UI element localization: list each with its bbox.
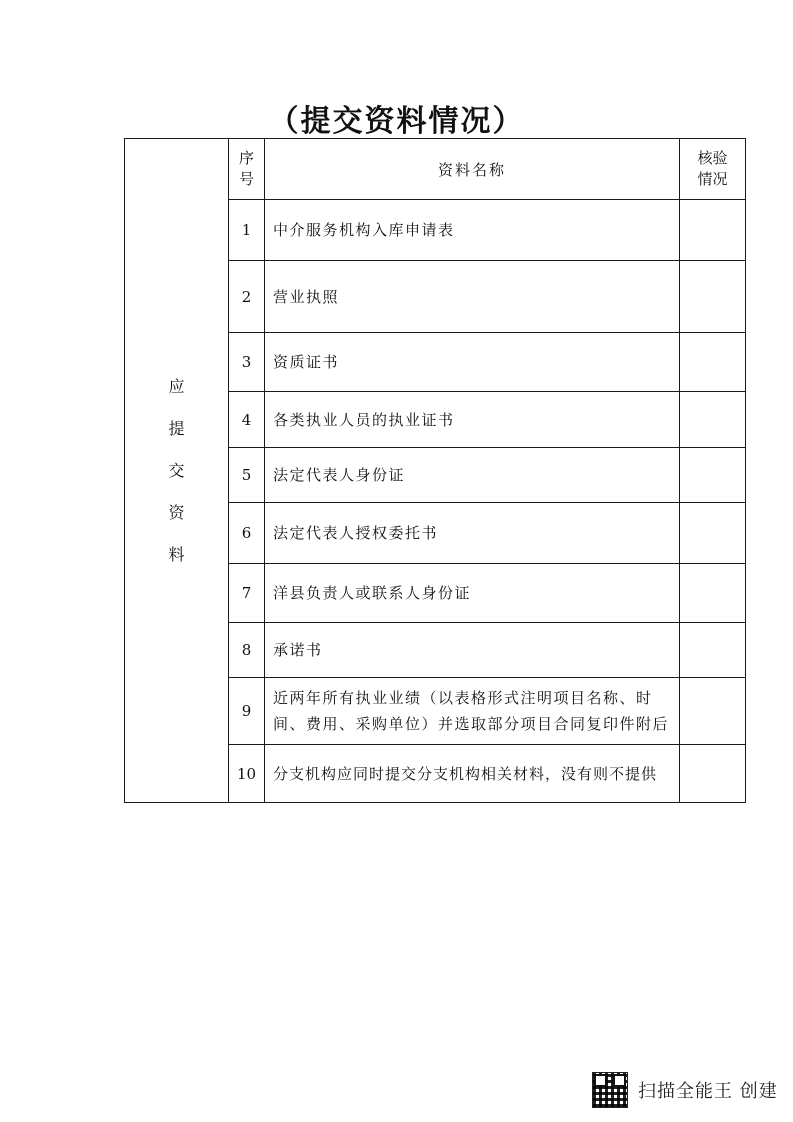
row-check bbox=[680, 200, 746, 261]
page-title: （提交资料情况） bbox=[268, 104, 525, 139]
row-name: 各类执业人员的执业证书 bbox=[265, 392, 680, 448]
row-check bbox=[680, 745, 746, 803]
row-name: 分支机构应同时提交分支机构相关材料，没有则不提供 bbox=[265, 745, 680, 803]
header-no-line: 号 bbox=[238, 170, 254, 188]
row-check bbox=[680, 392, 746, 448]
side-label-char: 交 bbox=[168, 460, 185, 480]
side-label-char: 提 bbox=[168, 418, 185, 438]
row-name: 营业执照 bbox=[265, 261, 680, 333]
row-check bbox=[680, 261, 746, 333]
header-check bbox=[680, 139, 746, 200]
side-label-char: 料 bbox=[168, 544, 185, 564]
row-no: 10 bbox=[229, 745, 265, 803]
watermark-text: 扫描全能王 创建 bbox=[638, 1081, 778, 1102]
qr-code-icon bbox=[592, 1072, 628, 1108]
submission-table bbox=[124, 138, 746, 803]
header-name: 资料名称 bbox=[265, 139, 680, 200]
header-no-line: 序 bbox=[238, 149, 254, 167]
row-name: 法定代表人身份证 bbox=[265, 448, 680, 503]
row-name: 中介服务机构入库申请表 bbox=[265, 200, 680, 261]
header-no bbox=[229, 139, 265, 200]
side-label-cell bbox=[125, 139, 229, 803]
side-label-char: 应 bbox=[168, 376, 185, 396]
row-no: 5 bbox=[229, 448, 265, 503]
row-no: 3 bbox=[229, 333, 265, 392]
row-name: 承诺书 bbox=[265, 623, 680, 678]
row-no: 2 bbox=[229, 261, 265, 333]
row-no: 8 bbox=[229, 623, 265, 678]
row-no: 7 bbox=[229, 564, 265, 623]
row-check bbox=[680, 678, 746, 745]
row-check bbox=[680, 623, 746, 678]
row-check bbox=[680, 448, 746, 503]
row-check bbox=[680, 564, 746, 623]
row-no: 6 bbox=[229, 503, 265, 564]
row-name: 洋县负责人或联系人身份证 bbox=[265, 564, 680, 623]
row-no: 1 bbox=[229, 200, 265, 261]
row-name: 资质证书 bbox=[265, 333, 680, 392]
row-check bbox=[680, 333, 746, 392]
row-name: 法定代表人授权委托书 bbox=[265, 503, 680, 564]
row-no: 4 bbox=[229, 392, 265, 448]
scanner-watermark bbox=[592, 1072, 778, 1108]
row-no: 9 bbox=[229, 678, 265, 745]
row-name: 近两年所有执业业绩（以表格形式注明项目名称、时间、费用、采购单位）并选取部分项目合同复印件附后 bbox=[265, 678, 680, 745]
row-check bbox=[680, 503, 746, 564]
header-check-line: 核验 bbox=[697, 149, 728, 167]
header-check-line: 情况 bbox=[697, 170, 728, 188]
side-label-char: 资 bbox=[168, 502, 185, 522]
table-header-row bbox=[125, 139, 746, 200]
